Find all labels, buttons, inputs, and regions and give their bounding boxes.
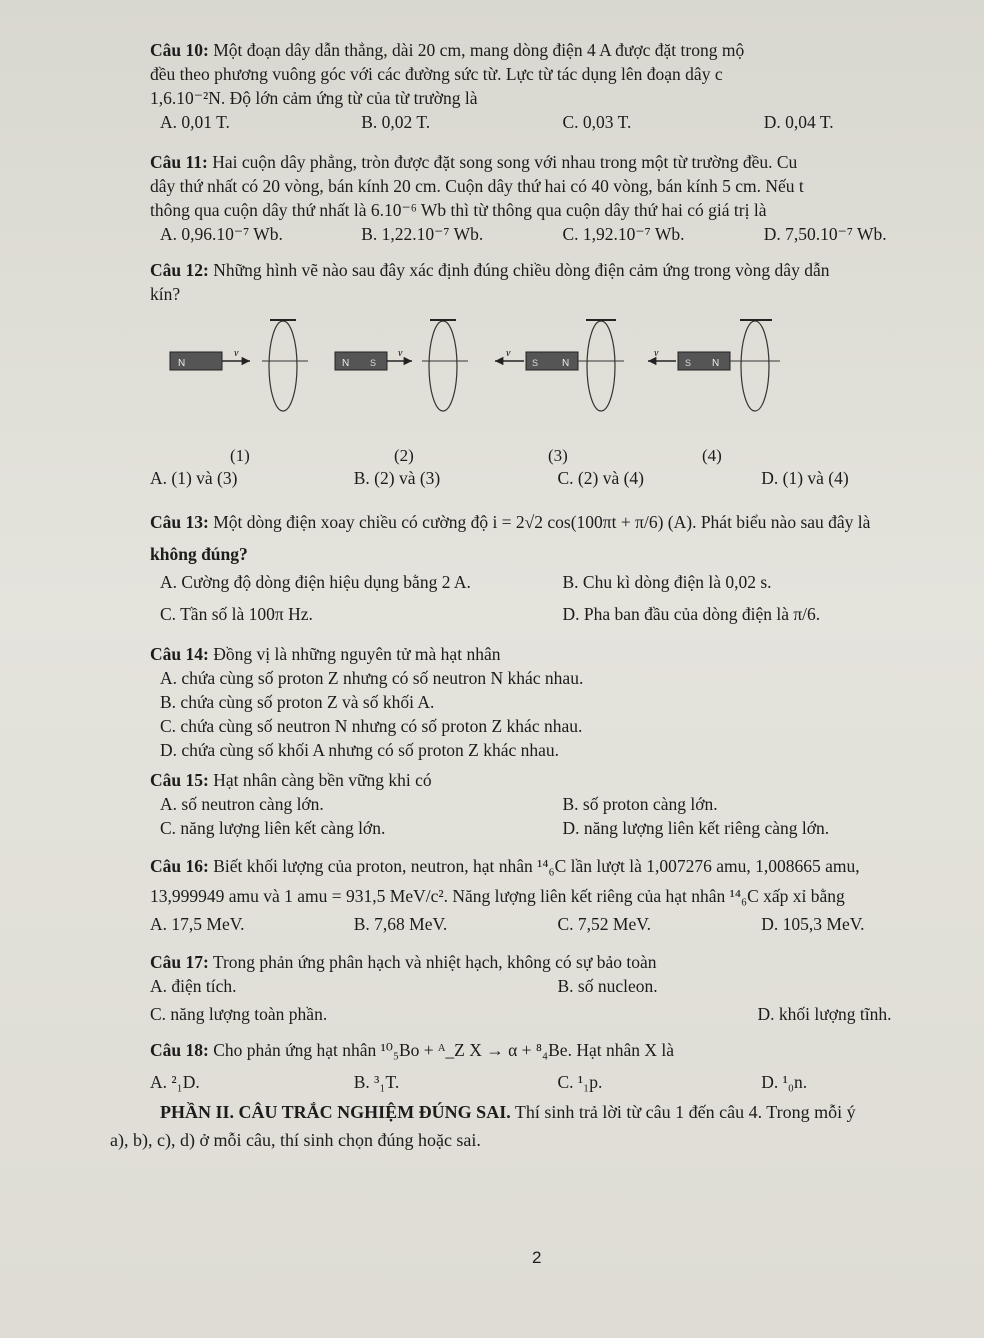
- magnet-coil-diagram: [150, 314, 965, 444]
- q16-text2: 13,999949 amu và 1 amu = 931,5 MeV/c². Năng lượng liên kết riêng của hạt nhân ¹⁴₆C xấp xỉ bằng: [150, 886, 845, 906]
- q12-label: Câu 12:: [150, 260, 209, 280]
- q11-option-d: D. 7,50.10⁻⁷ Wb.: [763, 224, 887, 244]
- q18-option-a: A. ²₁D.: [150, 1072, 200, 1092]
- figure-1: [170, 320, 308, 411]
- q14-option-d: D. chứa cùng số khối A nhưng có số proton Z khác nhau.: [160, 740, 560, 760]
- q16-option-d: D. 105,3 MeV.: [761, 914, 865, 934]
- q11-text3: thông qua cuộn dây thứ nhất là 6.10⁻⁶ Wb thì từ thông qua cuộn dây thứ hai có giá trị là: [150, 200, 767, 220]
- q18-text1: Cho phản ứng hạt nhân ¹⁰₅Bo + ᴬ_Z X → α + ⁸₄Be. Hạt nhân X là: [213, 1040, 674, 1060]
- q14-option-a: A. chứa cùng số proton Z nhưng có số neutron N khác nhau.: [160, 668, 584, 688]
- fig4-pole-n: N: [712, 358, 720, 369]
- question-17: [150, 950, 965, 1026]
- fig3-velocity-label: v: [506, 348, 511, 359]
- question-16: [150, 854, 965, 936]
- q18-option-c: C. ¹₁p.: [557, 1072, 603, 1092]
- q12-text2: kín?: [150, 284, 181, 304]
- fig3-pole-n: N: [562, 358, 570, 369]
- fig4-velocity-label: v: [654, 348, 659, 359]
- question-14: [150, 642, 965, 762]
- fig2-pole-n: N: [342, 358, 350, 369]
- q18-option-b: B. ³₁T.: [353, 1072, 400, 1092]
- q17-option-d: D. khối lượng tĩnh.: [757, 1004, 892, 1024]
- question-11: [150, 150, 965, 246]
- q16-option-a: A. 17,5 MeV.: [150, 914, 245, 934]
- q13-text1: Một dòng điện xoay chiều có cường độ i = 2√2 cos(100πt + π/6) (A). Phát biểu nào sau đây là: [213, 512, 871, 532]
- q13-option-a: A. Cường độ dòng điện hiệu dụng bằng 2 A.: [160, 572, 471, 592]
- q11-option-a: A. 0,96.10⁻⁷ Wb.: [160, 224, 283, 244]
- q12-option-d: D. (1) và (4): [761, 468, 849, 488]
- q17-option-a: A. điện tích.: [150, 976, 237, 996]
- q14-option-c: C. chứa cùng số neutron N nhưng có số proton Z khác nhau.: [160, 716, 583, 736]
- q11-text2: dây thứ nhất có 20 vòng, bán kính 20 cm. Cuộn dây thứ hai có 40 vòng, bán kính 5 cm. Nếu t: [150, 176, 804, 196]
- q16-text1: Biết khối lượng của proton, neutron, hạt nhân ¹⁴₆C lần lượt là 1,007276 amu, 1,008665 amu,: [213, 856, 860, 876]
- q15-text1: Hạt nhân càng bền vững khi có: [213, 770, 432, 790]
- figure-4: [648, 320, 780, 411]
- q16-option-b: B. 7,68 MeV.: [353, 914, 448, 934]
- q12-option-c: C. (2) và (4): [557, 468, 645, 488]
- q16-label: Câu 16:: [150, 856, 209, 876]
- figure-3: [495, 320, 624, 411]
- question-10: [150, 38, 965, 134]
- q10-text1: Một đoạn dây dẫn thẳng, dài 20 cm, mang dòng điện 4 A được đặt trong mộ: [213, 40, 745, 60]
- q10-option-a: A. 0,01 T.: [160, 112, 230, 132]
- q10-option-b: B. 0,02 T.: [361, 112, 431, 132]
- q15-option-c: C. năng lượng liên kết càng lớn.: [160, 818, 386, 838]
- q10-text3: 1,6.10⁻²N. Độ lớn cảm ứng từ của từ trường là: [150, 88, 478, 108]
- q14-text1: Đồng vị là những nguyên tử mà hạt nhân: [213, 644, 501, 664]
- question-12: [150, 258, 965, 490]
- q13-option-b: B. Chu kì dòng điện là 0,02 s.: [562, 572, 772, 592]
- q12-option-a: A. (1) và (3): [150, 468, 238, 488]
- fig1-pole-n: N: [178, 358, 186, 369]
- question-18: [150, 1038, 965, 1094]
- q11-label: Câu 11:: [150, 152, 208, 172]
- q14-label: Câu 14:: [150, 644, 209, 664]
- fig-label-2: (2): [394, 446, 414, 465]
- fig-label-1: (1): [230, 446, 250, 465]
- q15-option-a: A. số neutron càng lớn.: [160, 794, 324, 814]
- fig1-velocity-label: v: [234, 348, 239, 359]
- fig2-pole-s: S: [370, 358, 377, 368]
- q11-text1: Hai cuộn dây phẳng, tròn được đặt song song với nhau trong một từ trường đều. Cu: [212, 152, 798, 172]
- q13-text2: không đúng?: [150, 544, 248, 564]
- figure-2: [335, 320, 468, 411]
- fig-label-4: (4): [702, 446, 722, 465]
- q10-label: Câu 10:: [150, 40, 209, 60]
- q12-option-b: B. (2) và (3): [353, 468, 441, 488]
- fig4-pole-s: S: [685, 358, 692, 368]
- part-2-title: PHẦN II. CÂU TRẮC NGHIỆM ĐÚNG SAI.: [160, 1102, 511, 1122]
- q11-option-c: C. 1,92.10⁻⁷ Wb.: [562, 224, 685, 244]
- q13-label: Câu 13:: [150, 512, 209, 532]
- fig3-pole-s: S: [532, 358, 539, 368]
- q15-option-b: B. số proton càng lớn.: [562, 794, 718, 814]
- question-15: [150, 768, 965, 840]
- part-2-text1: Thí sinh trả lời từ câu 1 đến câu 4. Trong mỗi ý: [514, 1102, 856, 1122]
- q17-option-b: B. số nucleon.: [557, 976, 658, 996]
- q10-option-c: C. 0,03 T.: [562, 112, 632, 132]
- q15-option-d: D. năng lượng liên kết riêng càng lớn.: [562, 818, 830, 838]
- fig2-coil: [429, 321, 457, 411]
- part-2-text2: a), b), c), d) ở mỗi câu, thí sinh chọn đúng hoặc sai.: [110, 1130, 481, 1150]
- q15-label: Câu 15:: [150, 770, 209, 790]
- q13-option-c: C. Tần số là 100π Hz.: [160, 604, 313, 624]
- q17-label: Câu 17:: [150, 952, 209, 972]
- q13-option-d: D. Pha ban đầu của dòng điện là π/6.: [562, 604, 821, 624]
- q14-option-b: B. chứa cùng số proton Z và số khối A.: [160, 692, 435, 712]
- fig-label-3: (3): [548, 446, 568, 465]
- fig2-velocity-label: v: [398, 348, 403, 359]
- q17-option-c: C. năng lượng toàn phần.: [150, 1004, 328, 1024]
- question-13: [150, 510, 965, 626]
- q12-text1: Những hình vẽ nào sau đây xác định đúng chiều dòng điện cảm ứng trong vòng dây dẫn: [213, 260, 830, 280]
- q17-text1: Trong phản ứng phân hạch và nhiệt hạch, không có sự bảo toàn: [212, 952, 657, 972]
- fig3-coil: [587, 321, 615, 411]
- q18-label: Câu 18:: [150, 1040, 209, 1060]
- q10-option-d: D. 0,04 T.: [763, 112, 834, 132]
- magnet-coil-figures: [150, 314, 965, 464]
- exam-content: [110, 38, 965, 1152]
- fig1-coil: [269, 321, 297, 411]
- q16-option-c: C. 7,52 MeV.: [557, 914, 652, 934]
- page-number: 2: [532, 1248, 542, 1267]
- fig4-coil: [741, 321, 769, 411]
- part-2-header: [110, 1100, 965, 1152]
- q10-text2: đều theo phương vuông góc với các đường sức từ. Lực từ tác dụng lên đoạn dây c: [150, 64, 723, 84]
- q18-option-d: D. ¹₀n.: [761, 1072, 808, 1092]
- q11-option-b: B. 1,22.10⁻⁷ Wb.: [361, 224, 484, 244]
